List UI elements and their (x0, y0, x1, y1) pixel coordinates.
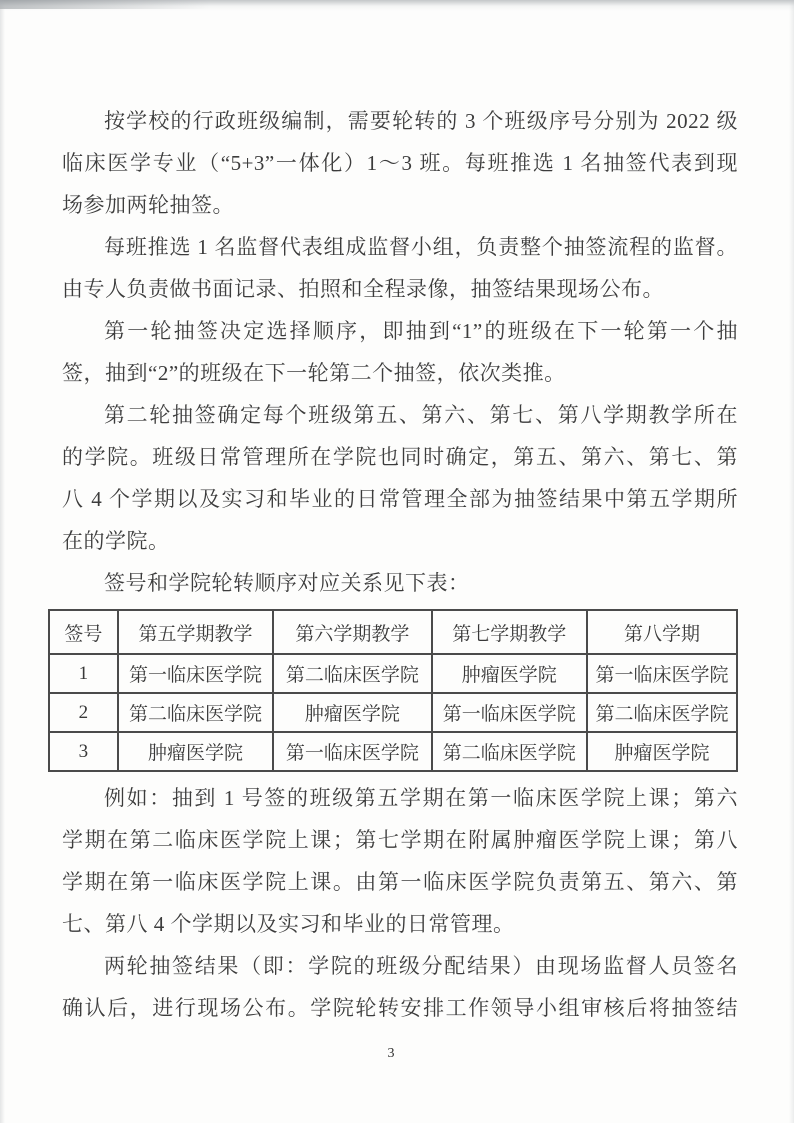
rotation-schedule-table (48, 609, 738, 772)
table-row (49, 693, 737, 732)
page-number: 3 (387, 1046, 395, 1061)
table-cell-sign: 1 (49, 654, 118, 693)
scan-right-edge (789, 0, 794, 1123)
text-line: 确认后，进行现场公布。学院轮转安排工作领导小组审核后将抽签结 (62, 996, 738, 1020)
table-cell-college: 第二临床医学院 (273, 654, 431, 693)
table-row (49, 654, 737, 693)
text-line: 场参加两轮抽签。 (62, 193, 234, 217)
scan-left-edge (0, 0, 5, 1123)
text-line: 七、第八 4 个学期以及实习和毕业的日常管理。 (62, 912, 515, 936)
text-line: 每班推选 1 名监督代表组成监督小组，负责整个抽签流程的监督。 (104, 235, 738, 259)
text-line: 在的学院。 (62, 529, 170, 553)
table-intro-line: 签号和学院轮转顺序对应关系见下表： (104, 571, 470, 595)
table-cell-college: 第二临床医学院 (587, 693, 737, 732)
table-cell-college: 肿瘤医学院 (273, 693, 431, 732)
text-line: 临床医学专业（“5+3”一体化）1～3 班。每班推选 1 名抽签代表到现 (62, 151, 738, 175)
header-cell-semester-8: 第八学期 (587, 610, 737, 654)
text-line: 例如：抽到 1 号签的班级第五学期在第一临床医学院上课；第六 (104, 786, 738, 810)
table-cell-sign: 2 (49, 693, 118, 732)
header-cell-sign-number: 签号 (49, 610, 118, 654)
table-cell-sign: 3 (49, 732, 118, 771)
text-line: 由专人负责做书面记录、拍照和全程录像，抽签结果现场公布。 (62, 277, 664, 301)
table-cell-college: 第一临床医学院 (432, 693, 587, 732)
table-cell-college: 第二临床医学院 (432, 732, 587, 771)
header-cell-semester-6: 第六学期教学 (273, 610, 431, 654)
document-content (62, 100, 738, 1029)
text-line: 第一轮抽签决定选择顺序，即抽到“1”的班级在下一轮第一个抽 (104, 319, 738, 343)
table-header-row (49, 610, 737, 654)
table-cell-college: 第一临床医学院 (587, 654, 737, 693)
text-line: 八 4 个学期以及实习和毕业的日常管理全部为抽签结果中第五学期所 (62, 487, 738, 511)
table-cell-college: 第一临床医学院 (118, 654, 273, 693)
table-cell-college: 肿瘤医学院 (587, 732, 737, 771)
text-line: 学期在第二临床医学院上课；第七学期在附属肿瘤医学院上课；第八 (62, 828, 738, 852)
scan-corner-artifact (0, 0, 210, 9)
text-line: 学期在第一临床医学院上课。由第一临床医学院负责第五、第六、第 (62, 870, 738, 894)
text-line: 签，抽到“2”的班级在下一轮第二个抽签，依次类推。 (62, 361, 566, 385)
table-cell-college: 肿瘤医学院 (118, 732, 273, 771)
text-line: 的学院。班级日常管理所在学院也同时确定，第五、第六、第七、第 (62, 445, 738, 469)
header-cell-semester-7: 第七学期教学 (432, 610, 587, 654)
header-cell-semester-5: 第五学期教学 (118, 610, 273, 654)
table-row (49, 732, 737, 771)
text-line: 两轮抽签结果（即：学院的班级分配结果）由现场监督人员签名 (104, 954, 738, 978)
text-line: 第二轮抽签确定每个班级第五、第六、第七、第八学期教学所在 (104, 403, 738, 427)
table-cell-college: 第一临床医学院 (273, 732, 431, 771)
text-line: 按学校的行政班级编制，需要轮转的 3 个班级序号分别为 2022 级 (104, 109, 738, 133)
table-cell-college: 肿瘤医学院 (432, 654, 587, 693)
table-cell-college: 第二临床医学院 (118, 693, 273, 732)
